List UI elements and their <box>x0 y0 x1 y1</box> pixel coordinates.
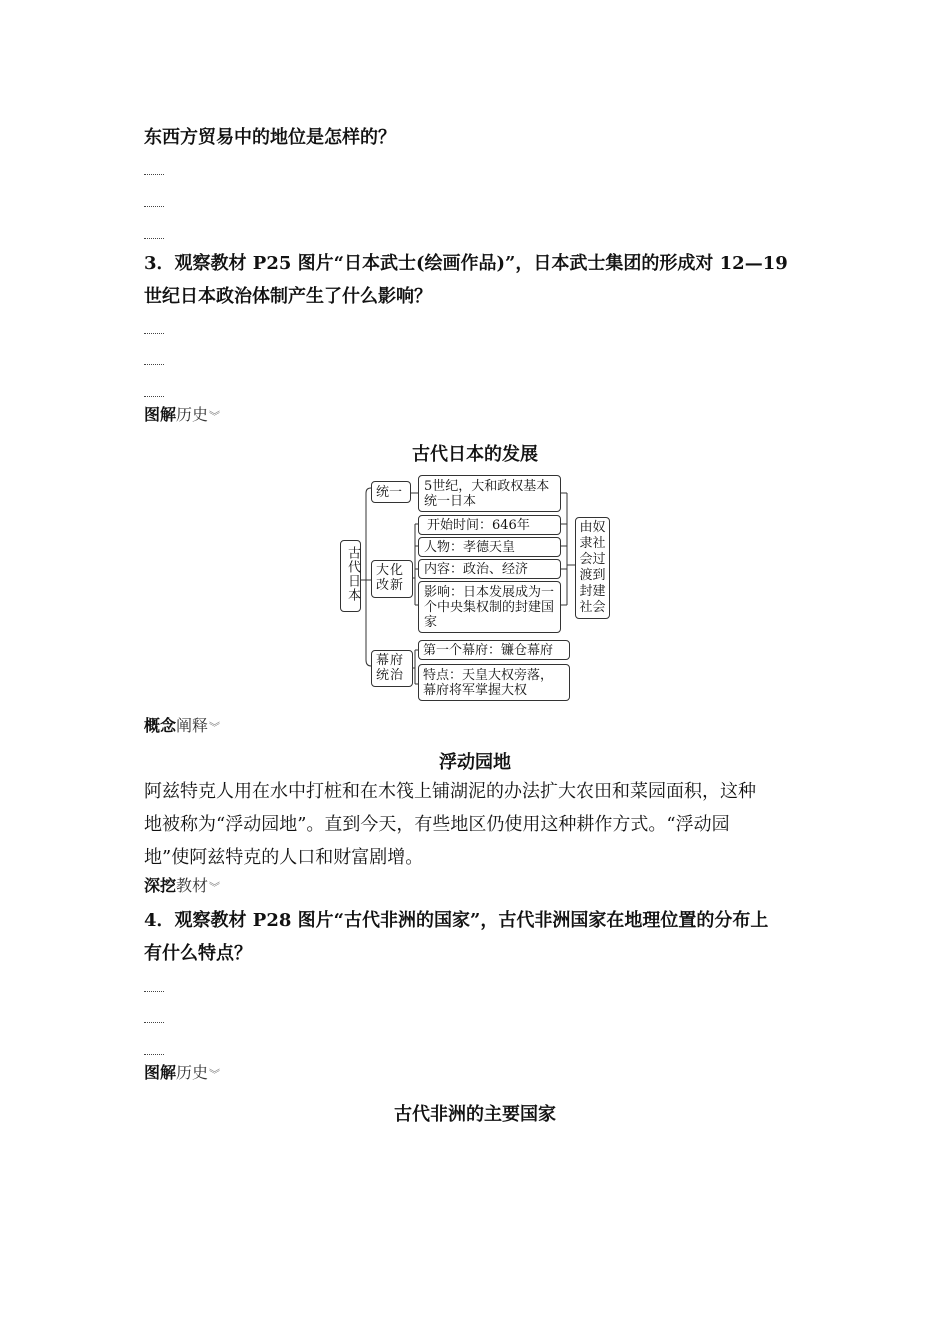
section-key: 图解 <box>144 1063 177 1082</box>
question-4-line-1: 4．观察教材 P28 图片“古代非洲的国家”，古代非洲国家在地理位置的分布上 <box>144 910 769 931</box>
section-rest: 历史 <box>176 405 209 424</box>
taika-item-impact <box>418 581 561 633</box>
section-header-concept <box>144 716 220 738</box>
branch-label: 大化改新 <box>376 563 405 593</box>
section-key: 图解 <box>144 405 177 424</box>
concept-line-1: 阿兹特克人用在水中打桩和在木筏上铺湖泥的办法扩大农田和菜园面积，这种 <box>144 781 756 802</box>
concept-line-2: 地被称为“浮动园地”。直到今天，有些地区仍使用这种耕作方式。“浮动园 <box>144 814 730 835</box>
branch-label: 统一 <box>376 485 403 500</box>
answer-line <box>144 1054 164 1055</box>
taika-item-start-time <box>418 515 561 535</box>
concept-line-3: 地”使阿兹特克的人口和财富剧增。 <box>144 847 424 868</box>
shogunate-item-first <box>418 640 570 660</box>
answer-line <box>144 991 164 992</box>
branch-label: 幕府统治 <box>376 653 405 683</box>
diagram-result <box>575 517 610 619</box>
question-4-line-2: 有什么特点？ <box>144 943 252 964</box>
chevron-down-icon: ︾ <box>209 721 221 734</box>
africa-diagram-title: 古代非洲的主要国家 <box>394 1104 556 1125</box>
section-rest: 历史 <box>176 1063 209 1082</box>
item-text: 开始时间：646年 <box>427 518 530 533</box>
item-text: 特点：天皇大权旁落，幕府将军掌握大权 <box>423 668 554 698</box>
section-rest: 教材 <box>176 876 209 895</box>
question-3-line-2: 世纪日本政治体制产生了什么影响？ <box>144 286 432 307</box>
paragraph-line: 东西方贸易中的地位是怎样的？ <box>144 127 396 148</box>
unification-item <box>418 475 561 512</box>
diagram-root <box>340 540 361 612</box>
answer-line <box>144 1022 164 1023</box>
item-text: 5世纪，大和政权基本统一日本 <box>424 479 550 509</box>
question-3-line-1: 3．观察教材 P25 图片“日本武士(绘画作品)”，日本武士集团的形成对 12—19 <box>144 253 788 274</box>
diagram-title: 古代日本的发展 <box>412 444 538 465</box>
item-text: 影响：日本发展成为一个中央集权制的封建国家 <box>424 585 555 630</box>
section-key: 深挖 <box>144 876 177 895</box>
item-text: 人物：孝德天皇 <box>424 540 516 555</box>
branch-shogunate-rule <box>371 650 413 687</box>
section-key: 概念 <box>144 716 177 735</box>
branch-taika-reform <box>371 560 413 598</box>
chevron-down-icon: ︾ <box>209 1068 221 1081</box>
concept-title: 浮动园地 <box>439 752 511 773</box>
section-header-diagram-2 <box>144 1063 220 1085</box>
chevron-down-icon: ︾ <box>209 410 221 423</box>
taika-item-content <box>418 559 561 579</box>
branch-unification <box>371 481 411 503</box>
item-text: 内容：政治、经济 <box>424 562 529 577</box>
taika-item-person <box>418 537 561 557</box>
result-text: 由奴隶社会过渡到封建社会 <box>579 520 606 615</box>
section-header-textbook <box>144 876 220 898</box>
chevron-down-icon: ︾ <box>209 881 221 894</box>
shogunate-item-feature <box>418 664 570 701</box>
diagram-root-label: 古代日本 <box>345 546 360 602</box>
section-rest: 阐释 <box>176 716 209 735</box>
item-text: 第一个幕府：镰仓幕府 <box>423 643 554 658</box>
